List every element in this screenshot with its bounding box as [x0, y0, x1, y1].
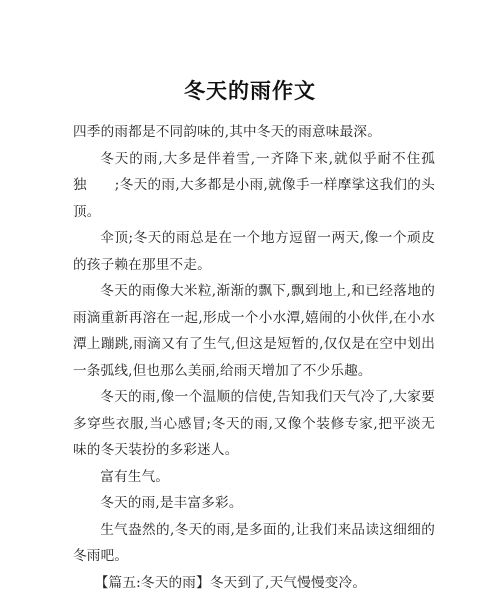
- paragraph-2: 冬天的雨,大多是伴着雪,一齐降下来,就似乎耐不住孤独 ;冬天的雨,大多都是小雨,就像手一样摩挲这我们的头顶。: [73, 146, 435, 226]
- paragraph-9: 【篇五:冬天的雨】冬天到了,天气慢慢变冷。: [73, 570, 435, 596]
- document-body: [73, 119, 435, 596]
- paragraph-1: 四季的雨都是不同韵味的,其中冬天的雨意味最深。: [73, 119, 435, 146]
- paragraph-7: 冬天的雨,是丰富多彩。: [73, 490, 435, 517]
- paragraph-4: 冬天的雨像大米粒,渐渐的飘下,飘到地上,和已经落地的雨滴重新再溶在一起,形成一个小水潭,嬉闹的小伙伴,在小水潭上蹦跳,雨滴又有了生气,但这是短暂的,仅仅是在空中划出一条弧线,但也那么美丽,给雨天增加了不少乐趣。: [73, 278, 435, 384]
- paragraph-6: 富有生气。: [73, 464, 435, 491]
- paragraph-8: 生气盎然的,冬天的雨,是多面的,让我们来品读这细细的冬雨吧。: [73, 517, 435, 570]
- paragraph-3: 伞顶;冬天的雨总是在一个地方逗留一两天,像一个顽皮的孩子赖在那里不走。: [73, 225, 435, 278]
- document-title: 冬天的雨作文: [0, 76, 500, 106]
- paragraph-5: 冬天的雨,像一个温顺的信使,告知我们天气冷了,大家要多穿些衣服,当心感冒;冬天的雨,又像个装修专家,把平淡无味的冬天装扮的多彩迷人。: [73, 384, 435, 464]
